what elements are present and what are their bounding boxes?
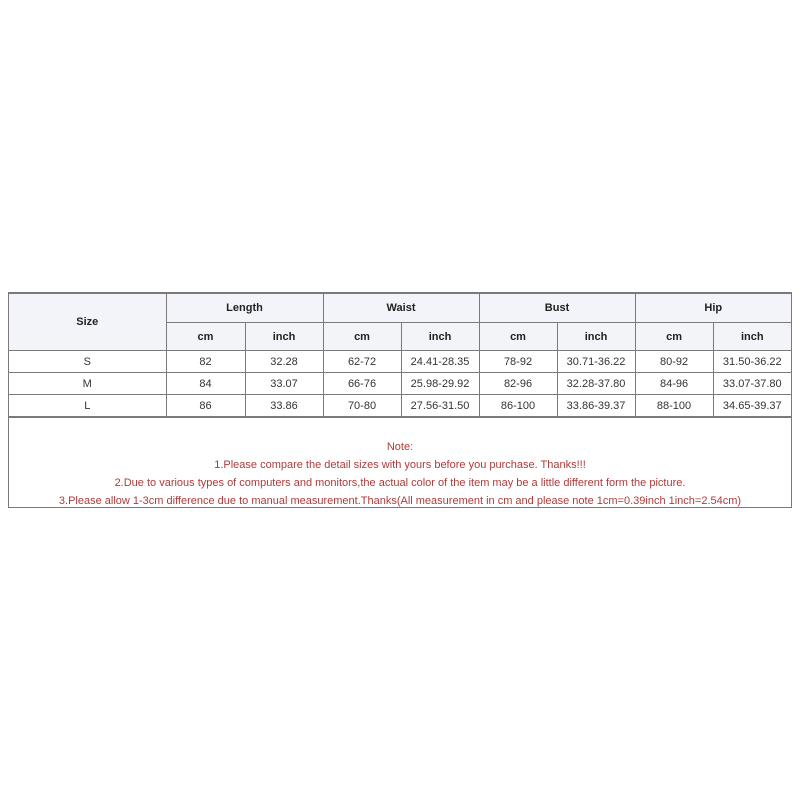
length-cm-header: cm [166, 323, 245, 351]
length-inch-cell: 32.28 [245, 351, 323, 373]
waist-cm-cell: 62-72 [323, 351, 401, 373]
waist-cm-cell: 70-80 [323, 395, 401, 417]
table-row [9, 395, 791, 417]
notes-section [9, 417, 791, 507]
hip-header: Hip [635, 294, 791, 323]
waist-inch-cell: 27.56-31.50 [401, 395, 479, 417]
bust-cm-cell: 82-96 [479, 373, 557, 395]
hip-cm-cell: 80-92 [635, 351, 713, 373]
length-inch-cell: 33.07 [245, 373, 323, 395]
bust-inch-cell: 33.86-39.37 [557, 395, 635, 417]
size-cell: L [9, 395, 166, 417]
bust-header: Bust [479, 294, 635, 323]
bust-inch-cell: 32.28-37.80 [557, 373, 635, 395]
note-line-3: 3.Please allow 1-3cm difference due to manual measurement.Thanks(All measurement in cm and please note 1cm=0.39inch 1inch=2.54cm) [58, 495, 742, 507]
size-cell: S [9, 351, 166, 373]
size-header: Size [9, 294, 166, 351]
size-cell: M [9, 373, 166, 395]
waist-cm-cell: 66-76 [323, 373, 401, 395]
length-header: Length [166, 294, 323, 323]
bust-cm-cell: 78-92 [479, 351, 557, 373]
waist-inch-cell: 25.98-29.92 [401, 373, 479, 395]
waist-cm-header: cm [323, 323, 401, 351]
notes-title: Note: [386, 441, 414, 453]
waist-header: Waist [323, 294, 479, 323]
hip-inch-header: inch [713, 323, 791, 351]
length-cm-cell: 86 [166, 395, 245, 417]
hip-cm-cell: 84-96 [635, 373, 713, 395]
waist-inch-cell: 24.41-28.35 [401, 351, 479, 373]
table-row [9, 351, 791, 373]
table-header-row-groups [9, 294, 791, 323]
bust-cm-cell: 86-100 [479, 395, 557, 417]
hip-inch-cell: 31.50-36.22 [713, 351, 791, 373]
hip-inch-cell: 33.07-37.80 [713, 373, 791, 395]
table-row [9, 373, 791, 395]
length-inch-header: inch [245, 323, 323, 351]
bust-inch-header: inch [557, 323, 635, 351]
hip-cm-cell: 88-100 [635, 395, 713, 417]
note-line-2: 2.Due to various types of computers and monitors,the actual color of the item may be a little different form the picture. [114, 477, 686, 489]
waist-inch-header: inch [401, 323, 479, 351]
length-cm-cell: 84 [166, 373, 245, 395]
hip-inch-cell: 34.65-39.37 [713, 395, 791, 417]
length-cm-cell: 82 [166, 351, 245, 373]
hip-cm-header: cm [635, 323, 713, 351]
length-inch-cell: 33.86 [245, 395, 323, 417]
bust-cm-header: cm [479, 323, 557, 351]
size-chart [8, 292, 792, 508]
size-table [9, 293, 791, 417]
note-line-1: 1.Please compare the detail sizes with yours before you purchase. Thanks!!! [214, 459, 586, 471]
bust-inch-cell: 30.71-36.22 [557, 351, 635, 373]
